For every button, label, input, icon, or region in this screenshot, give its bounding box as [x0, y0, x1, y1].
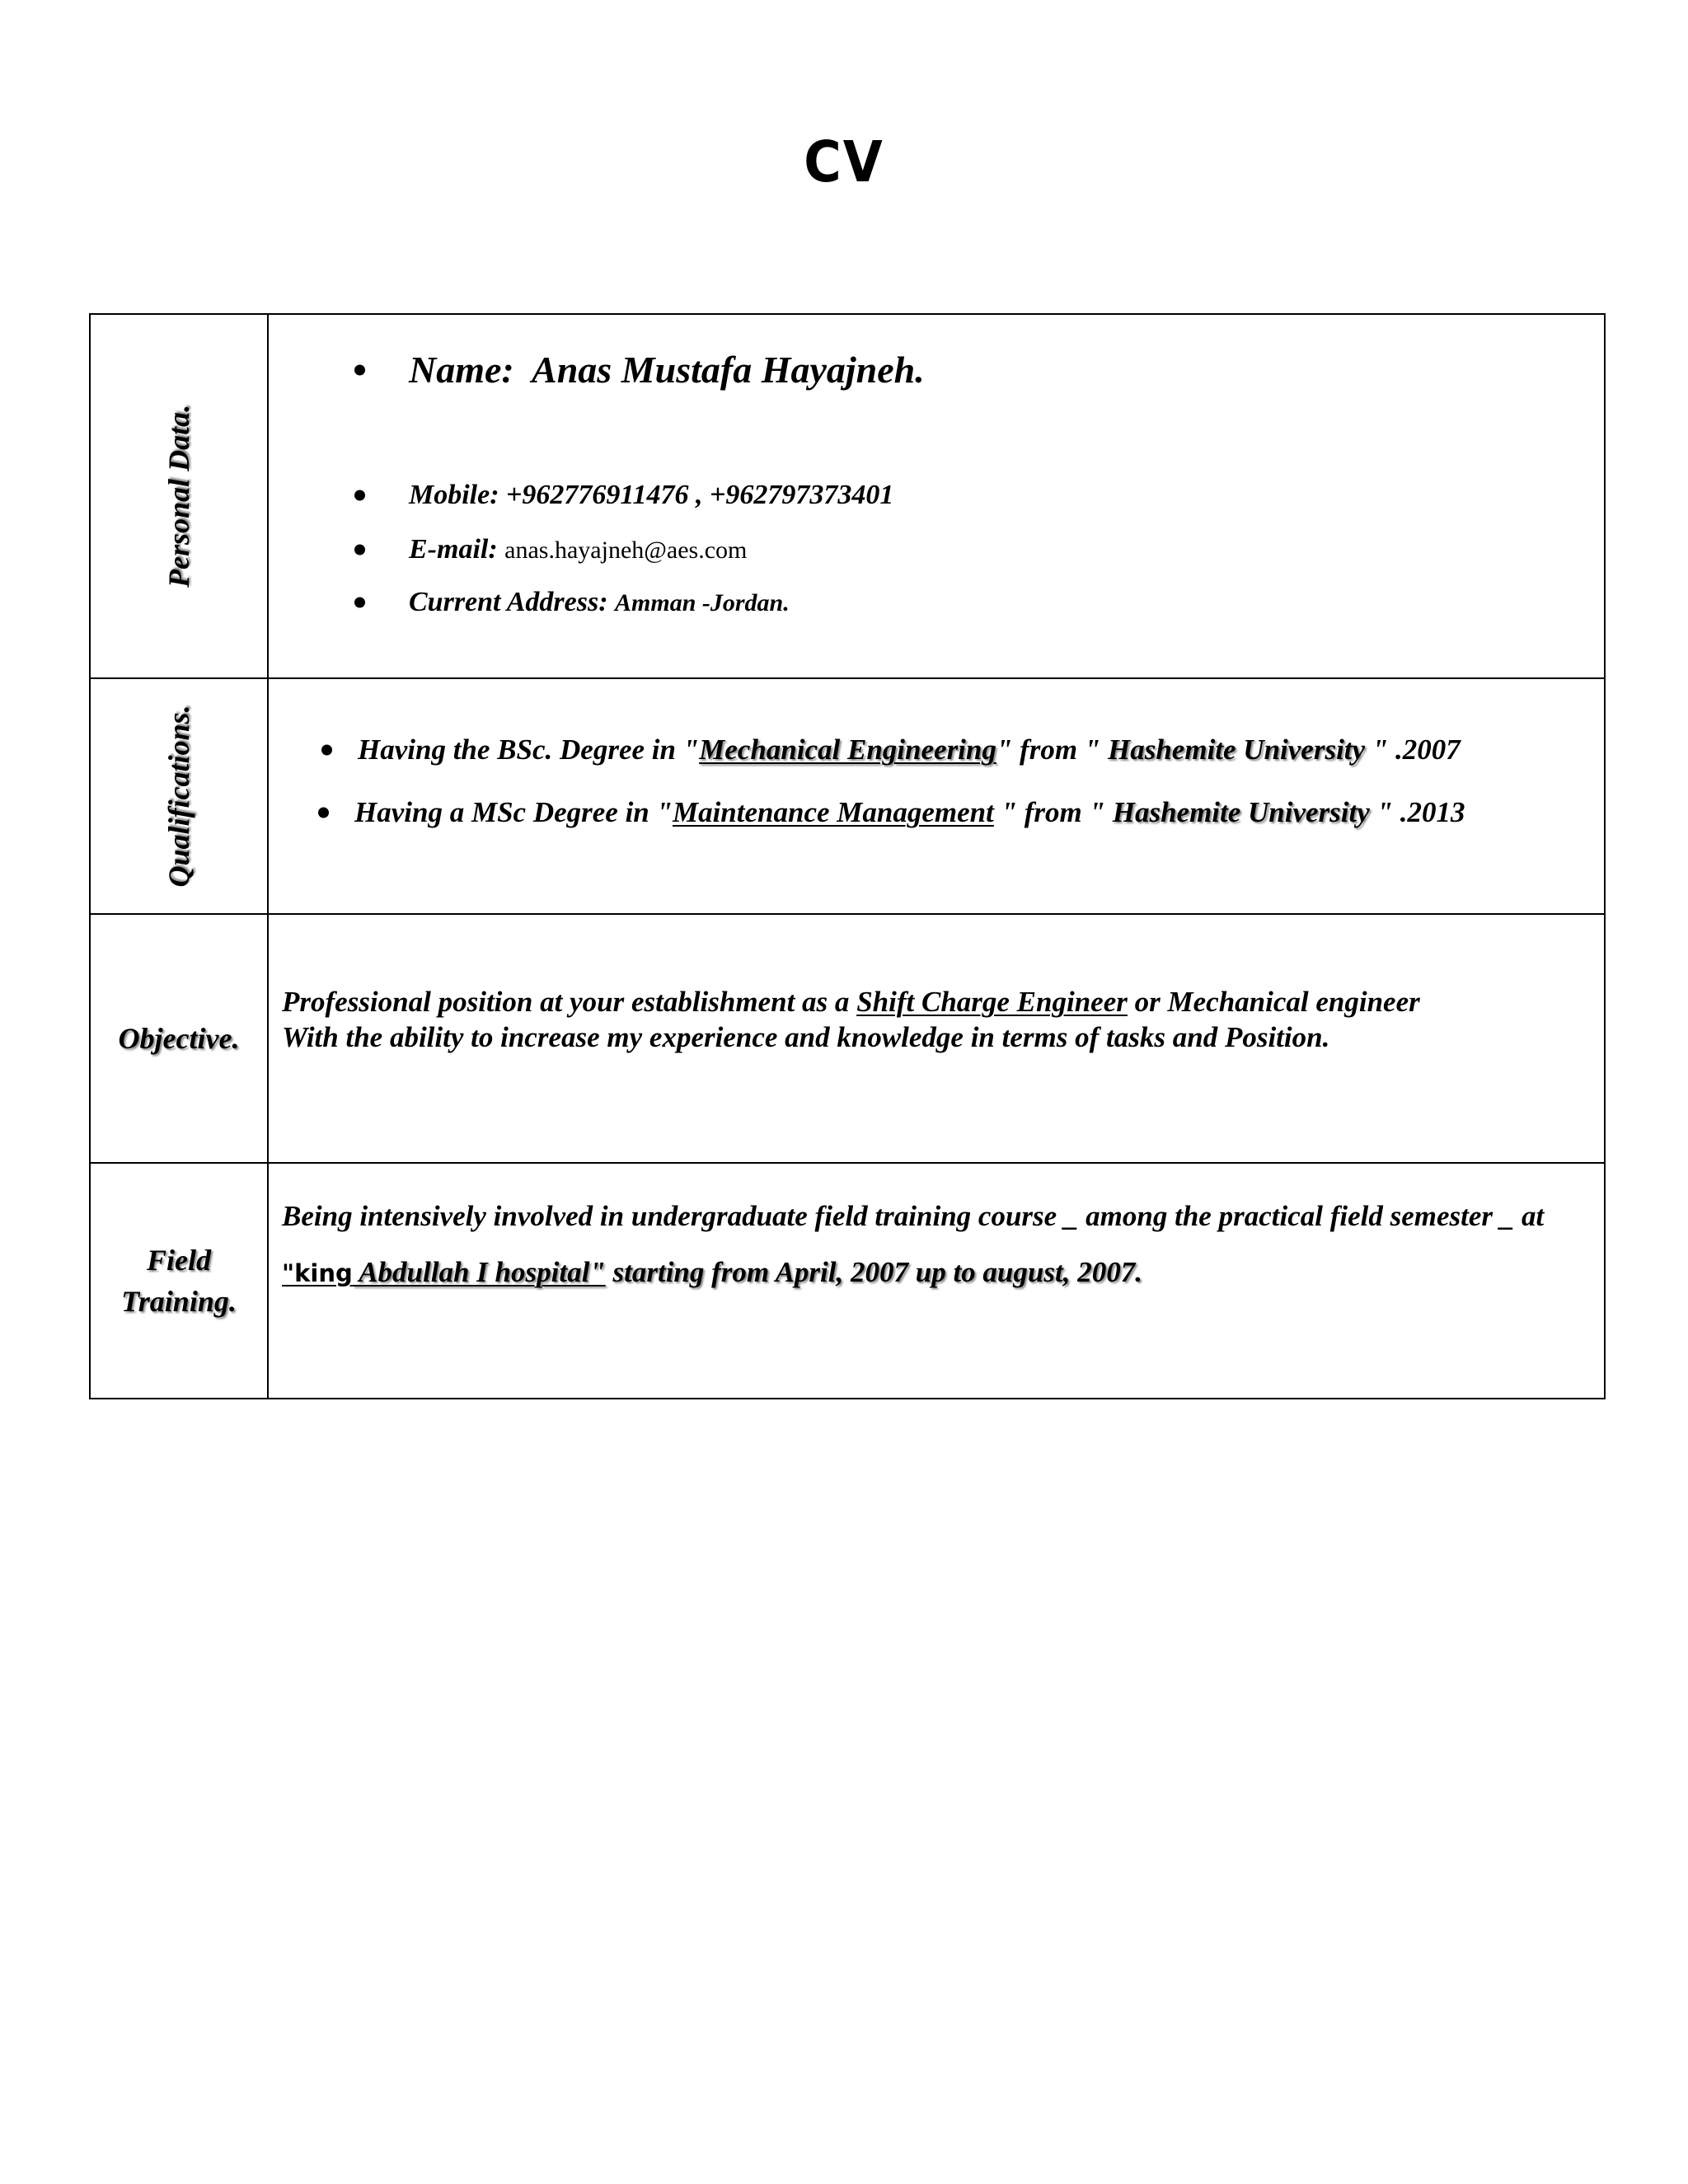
qualifications-row — [90, 678, 1605, 914]
field-training-label-line-1: Field — [147, 1244, 211, 1277]
name-item — [409, 348, 925, 391]
bullet-icon — [318, 808, 329, 818]
objective-line-2: With the ability to increase my experience and knowledge in terms of tasks and Position. — [282, 1021, 1330, 1053]
qualification-year: " .2007 — [1372, 733, 1461, 766]
address-value: Amman -Jordan. — [615, 589, 790, 616]
bullet-icon — [354, 490, 365, 501]
email-item — [409, 534, 747, 565]
qualification-university: Hashemite University — [1104, 796, 1377, 828]
cv-table — [89, 313, 1606, 1399]
objective-text — [282, 984, 1579, 1055]
qualification-degree: Mechanical Engineering — [699, 733, 996, 766]
qualification-mid: " from " — [993, 796, 1105, 828]
field-training-place — [282, 1256, 606, 1288]
field-training-text — [282, 1188, 1579, 1301]
objective-row — [90, 914, 1605, 1163]
bullet-icon — [321, 745, 332, 756]
address-key: Current Address: — [409, 587, 608, 617]
email-value: anas.hayajneh@aes.com — [504, 537, 748, 564]
field-training-label-cell — [90, 1163, 268, 1399]
bullet-icon — [354, 364, 365, 375]
field-training-prefix: Being intensively involved in undergraduate field training course _ among the practical field semester _ at — [282, 1200, 1545, 1232]
objective-suffix: or Mechanical engineer — [1127, 986, 1420, 1018]
qualification-university: Hashemite University — [1100, 733, 1372, 766]
mobile-value: +962776911476 , +962797373401 — [506, 480, 894, 510]
qualifications-label-cell — [90, 678, 268, 914]
personal-data-label-cell — [90, 314, 268, 678]
address-item — [409, 587, 790, 618]
mobile-key: Mobile: — [409, 480, 499, 510]
field-training-place-name: Abdullah I hospital" — [352, 1256, 606, 1288]
qualification-degree: Maintenance Management — [672, 796, 994, 828]
objective-content — [268, 914, 1605, 1163]
field-training-row — [90, 1163, 1605, 1399]
qualification-prefix: Having a MSc Degree in " — [354, 796, 673, 828]
objective-position: Shift Charge Engineer — [856, 986, 1128, 1018]
email-key: E-mail: — [409, 534, 498, 565]
field-training-suffix: starting from April, 2007 up to august, 2007. — [605, 1256, 1142, 1288]
field-training-content — [268, 1163, 1605, 1399]
bullet-icon — [354, 598, 365, 608]
qualification-item — [354, 796, 1465, 829]
qualification-prefix: Having the BSc. Degree in " — [358, 733, 700, 766]
page-title: CV — [804, 129, 884, 195]
qualifications-label: Qualifications. — [162, 705, 195, 888]
objective-label-cell — [90, 914, 268, 1163]
name-value: Anas Mustafa Hayajneh. — [532, 349, 925, 391]
qualification-year: " .2013 — [1376, 796, 1465, 828]
qualification-item — [358, 733, 1461, 766]
name-key: Name: — [409, 349, 514, 391]
objective-label: Objective. — [118, 1022, 240, 1055]
objective-prefix: Professional position at your establishment as a — [282, 986, 857, 1018]
field-training-place-open: "king — [282, 1259, 353, 1287]
personal-data-content — [268, 314, 1605, 678]
personal-data-label: Personal Data. — [162, 404, 195, 588]
field-training-label — [91, 1240, 267, 1322]
qualification-mid: " from " — [996, 733, 1101, 766]
qualifications-content — [268, 678, 1605, 914]
mobile-item — [409, 480, 893, 511]
field-training-label-line-2: Training. — [121, 1285, 237, 1318]
bullet-icon — [354, 545, 365, 555]
personal-data-row — [90, 314, 1605, 678]
